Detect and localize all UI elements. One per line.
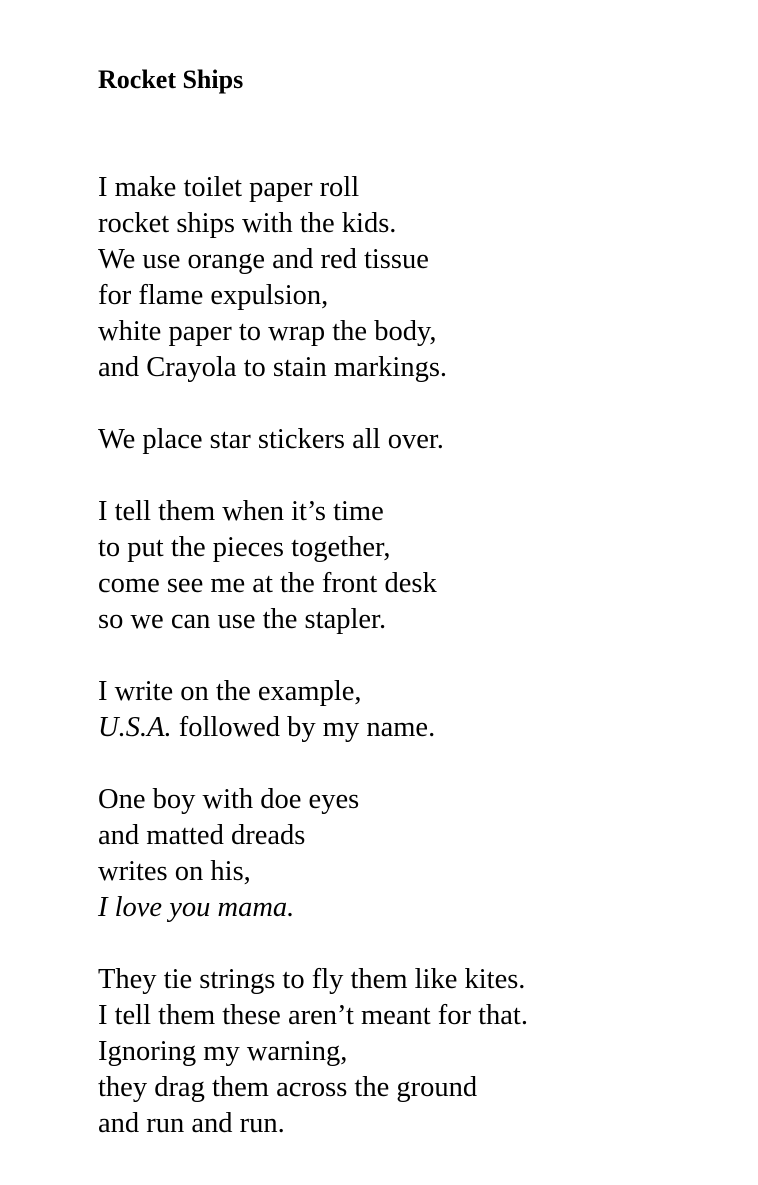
stanza-1 <box>98 170 528 386</box>
poem-line: They tie strings to fly them like kites. <box>98 964 526 995</box>
poem-line: rocket ships with the kids. <box>98 208 397 239</box>
line-text: followed by my name. <box>171 712 436 743</box>
poem-line: I tell them these aren’t meant for that. <box>98 1000 528 1031</box>
poem-line: I make toilet paper roll <box>98 172 360 203</box>
poem-line: Ignoring my warning, <box>98 1036 348 1067</box>
poem-line: We use orange and red tissue <box>98 244 429 275</box>
stanza-3 <box>98 494 528 638</box>
poem-line: and run and run. <box>98 1108 285 1139</box>
poem-title: Rocket Ships <box>98 65 244 94</box>
poem-line: I write on the example, <box>98 676 362 707</box>
poem-line: so we can use the stapler. <box>98 604 387 635</box>
poem-line <box>98 710 528 746</box>
poem-line: for flame expulsion, <box>98 280 329 311</box>
stanza-6 <box>98 962 528 1142</box>
stanza-2 <box>98 422 528 458</box>
poem-line: One boy with doe eyes <box>98 784 360 815</box>
poem-line: white paper to wrap the body, <box>98 316 437 347</box>
stanza-4 <box>98 674 528 746</box>
poem-body <box>98 170 528 1178</box>
poem-line: come see me at the front desk <box>98 568 437 599</box>
poem-line: and Crayola to stain markings. <box>98 352 448 383</box>
italic-text: U.S.A. <box>98 712 172 743</box>
poem-line: writes on his, <box>98 856 251 887</box>
poem-line: they drag them across the ground <box>98 1072 478 1103</box>
stanza-5 <box>98 782 528 926</box>
poem-line: We place star stickers all over. <box>98 424 444 455</box>
poem-line: I tell them when it’s time <box>98 496 384 527</box>
poem-line-italic: I love you mama. <box>98 892 295 923</box>
poem-line: and matted dreads <box>98 820 306 851</box>
poem-line: to put the pieces together, <box>98 532 391 563</box>
